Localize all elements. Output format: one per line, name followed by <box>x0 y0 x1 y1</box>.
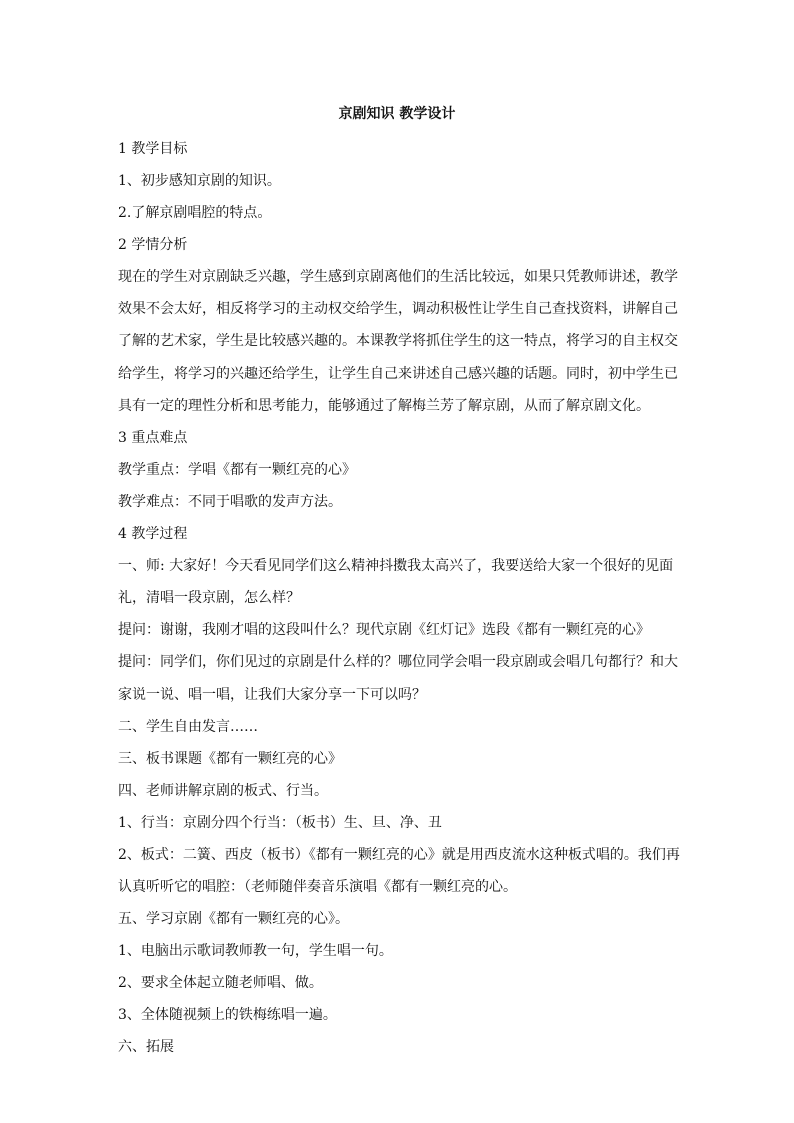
document-title: 京剧知识 教学设计 <box>338 106 456 122</box>
step-4-item-1: 1、行当：京剧分四个行当：（板书）生、旦、净、丑 <box>118 814 442 831</box>
heading-key-points: 3 重点难点 <box>118 430 188 447</box>
heading-teaching-process: 4 教学过程 <box>118 526 188 543</box>
document-body <box>118 133 680 1063</box>
step-1-greeting: 一、师: 大家好！今天看见同学们这么精神抖擞我太高兴了，我要送给大家一个很好的见面礼，清唱一段京剧，怎么样？ <box>118 558 674 607</box>
key-point: 教学重点：学唱《都有一颗红亮的心》 <box>118 462 356 479</box>
step-4: 四、老师讲解京剧的板式、行当。 <box>118 782 328 799</box>
step-4-item-2: 2、板式：二簧、西皮（板书）《都有一颗红亮的心》就是用西皮流水这种板式唱的。我们再认真听听它的唱腔：（老师随伴奏音乐演唱《都有一颗红亮的心。 <box>118 846 680 896</box>
heading-student-analysis: 2 学情分析 <box>118 237 188 253</box>
difficult-point: 教学难点：不同于唱歌的发声方法。 <box>118 494 342 511</box>
step-5-item-2: 2、要求全体起立随老师唱、做。 <box>118 975 323 992</box>
step-5: 五、学习京剧《都有一颗红亮的心》。 <box>118 911 349 928</box>
step-6: 六、拓展 <box>118 1039 174 1056</box>
heading-teaching-goals: 1 教学目标 <box>118 141 188 157</box>
goal-item-2: 2.了解京剧唱腔的特点。 <box>118 205 272 221</box>
question-2: 提问：同学们，你们见过的京剧是什么样的？哪位同学会唱一段京剧或会唱几句都行？和大家说一说、唱一唱，让我们大家分享一下可以吗？ <box>118 654 678 703</box>
student-analysis-paragraph: 现在的学生对京剧缺乏兴趣，学生感到京剧离他们的生活比较远，如果只凭教师讲述，教学效果不会太好，相反将学习的主动权交给学生，调动积极性让学生自己查找资料，讲解自己了解的艺术家，学生是比较感兴趣的。本课教学将抓住学生的这一特点，将学习的自主权交给学生，将学习的兴趣还给学生，让学生自己来讲述自己感兴趣的话题。同时，初中学生已具有一定的理性分析和思考能力，能够通过了解梅兰芳了解京剧，从而了解京剧文化。 <box>118 269 678 414</box>
step-5-item-1: 1、电脑出示歌词教师教一句，学生唱一句。 <box>118 943 393 960</box>
step-3: 三、板书课题《都有一颗红亮的心》 <box>118 750 342 767</box>
goal-item-1: 1、初步感知京剧的知识。 <box>118 173 281 189</box>
step-5-item-3: 3、全体随视频上的铁梅练唱一遍。 <box>118 1007 337 1024</box>
step-2: 二、学生自由发言…… <box>118 718 258 735</box>
question-1: 提问：谢谢，我刚才唱的这段叫什么？现代京剧《红灯记》选段《都有一颗红亮的心》 <box>118 622 650 639</box>
